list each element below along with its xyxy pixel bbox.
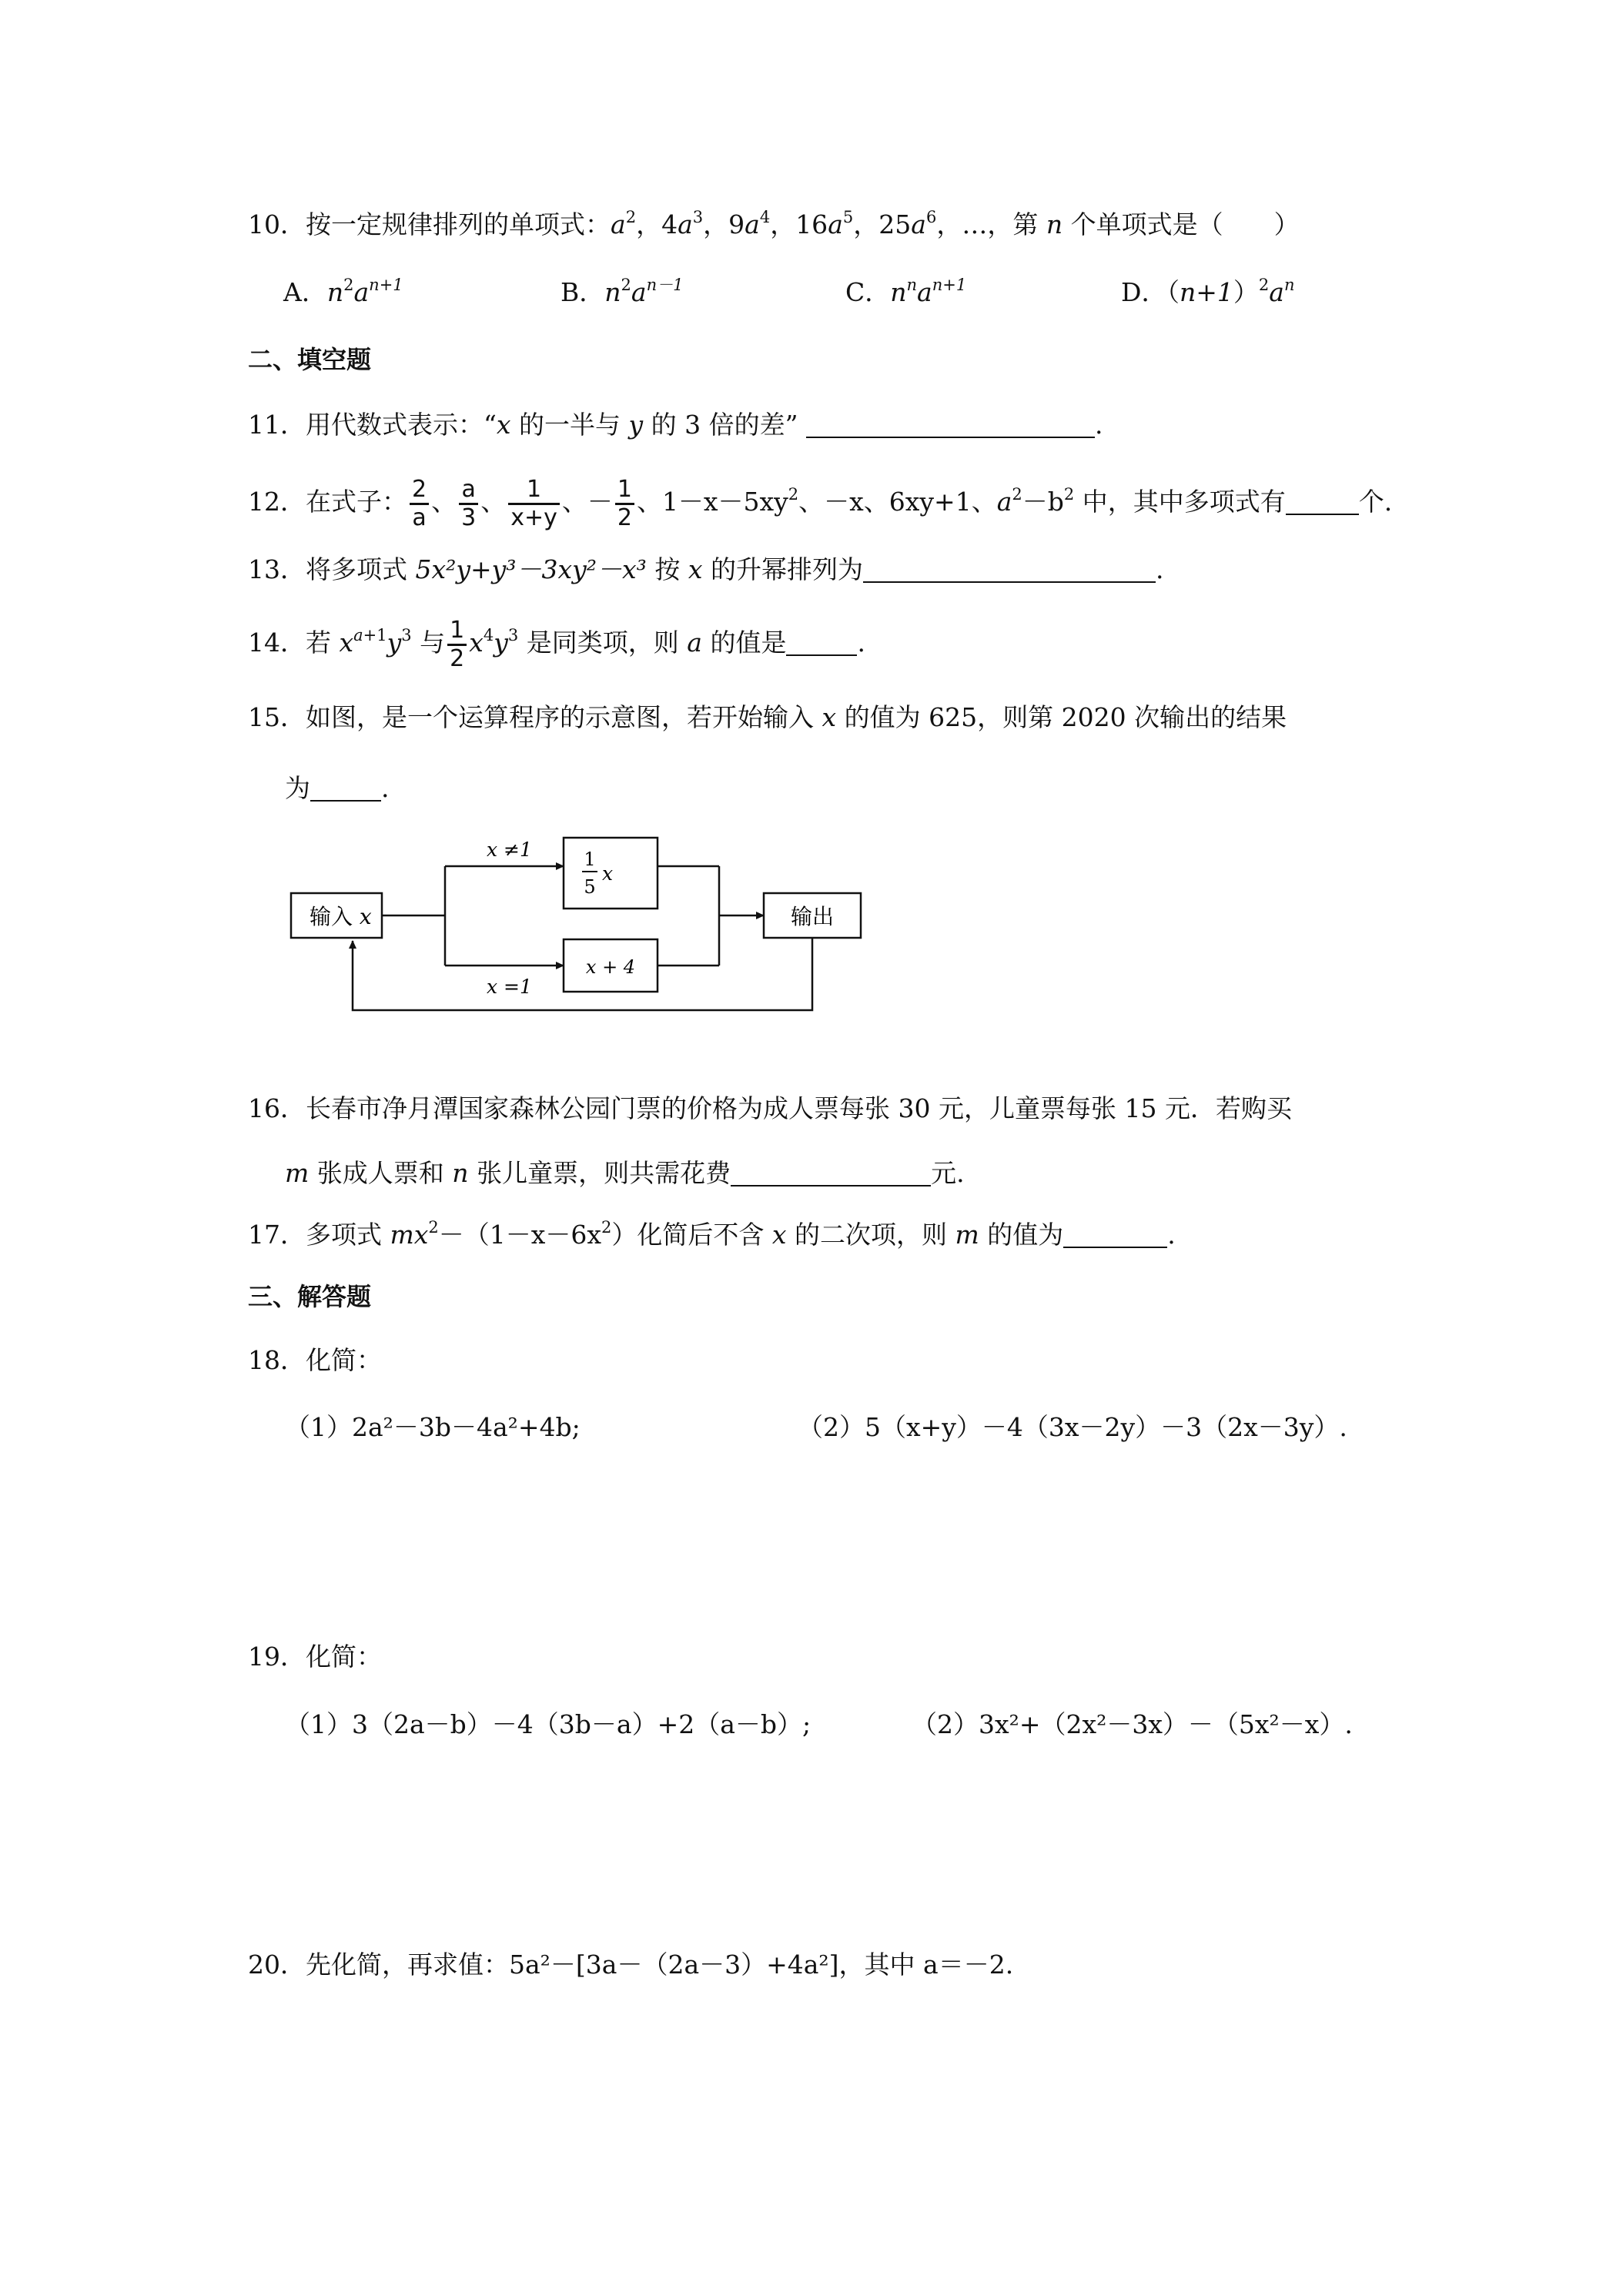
section-heading-solutions: 三、解答题 [248, 1282, 372, 1311]
output-label: 输出 [790, 904, 835, 929]
condition-top: x ≠1 [487, 838, 532, 861]
question-19: 19．化简： [248, 1642, 382, 1672]
operation-flowchart [285, 832, 870, 1016]
variable-x: x [602, 862, 614, 885]
input-label: 输入 x [310, 904, 372, 929]
answer-blank[interactable] [1063, 1220, 1167, 1248]
option-c[interactable]: C．$n^na^{n+1}$ [845, 276, 967, 307]
fraction: $\frac{a}{3}$ [459, 477, 478, 531]
question-18-part-2: （2）5（x+y）－4（3x－2y）－3（2x－3y）. [798, 1412, 1347, 1442]
question-18: 18．化简： [248, 1345, 382, 1375]
fraction: $\frac{1}{x+y}$ [508, 477, 560, 531]
question-20: 20．先化简，再求值：5a²－[3a－（2a－3）+4a²]，其中 a＝－2. [248, 1950, 1014, 1980]
question-15: 15．如图，是一个运算程序的示意图，若开始输入 x 的值为 625，则第 2020 次输出的结果 [248, 702, 1287, 732]
answer-blank[interactable] [1286, 487, 1359, 515]
answer-blank[interactable] [786, 628, 857, 656]
fraction: $\frac{1}{2}$ [447, 618, 467, 672]
box-bottom-label: x + 4 [585, 956, 636, 978]
question-15-line2: 为 . [285, 773, 390, 803]
question-19-part-2: （2）3x²+（2x²－3x）－（5x²－x）. [912, 1709, 1353, 1739]
section-heading-fill-blank: 二、填空题 [248, 345, 372, 374]
question-13: 13．将多项式 5x²y+y³－3xy²－x³ 按 x 的升幂排列为 . [248, 554, 1164, 584]
question-10: 10．按一定规律排列的单项式：$a^2$，$4a^3$，$9a^4$，$16a^5$，$25a^6$，…，第 n 个单项式是（ ） [248, 208, 1300, 239]
question-11: 11．用代数式表示：“x 的一半与 y 的 3 倍的差” . [248, 410, 1103, 440]
fraction-numerator: 1 [584, 848, 596, 870]
question-17: 17．多项式 $mx^2-(1-x-6x^2)$化简后不含 x 的二次项，则 m 的值为 . [248, 1218, 1176, 1250]
question-19-part-1: （1）3（2a－b）－4（3b－a）+2（a－b）; [285, 1709, 812, 1739]
condition-bottom: x =1 [487, 976, 532, 998]
question-16-line2: m 张成人票和 n 张儿童票，则共需花费 元. [285, 1158, 965, 1188]
answer-blank[interactable] [731, 1159, 931, 1186]
question-12: 12．在式子： $\frac{2}{a}$ 、 $\frac{a}{3}$ 、 $\frac{1}{x+y}$ 、－ $\frac{1}{2}$ 、$1-x-5xy^2$、－x、6xy+1、$a^2-b^2$ 中，其中多项式有 个. [248, 475, 1393, 531]
answer-blank[interactable] [863, 555, 1156, 583]
answer-blank[interactable] [806, 410, 1095, 438]
fraction-denominator: 5 [584, 876, 596, 898]
question-18-part-1: （1）2a²－3b－4a²+4b; [285, 1412, 581, 1442]
answer-blank[interactable] [310, 774, 381, 802]
option-b[interactable]: B．$n^2a^{n-1}$ [561, 276, 684, 307]
fraction: $\frac{1}{2}$ [615, 477, 634, 531]
option-d[interactable]: D．$(n+1)^2a^n$ [1121, 276, 1295, 307]
fraction: $\frac{2}{a}$ [410, 477, 429, 531]
option-a[interactable]: A．$n^2a^{n+1}$ [283, 276, 403, 307]
question-16: 16．长春市净月潭国家森林公园门票的价格为成人票每张 30 元，儿童票每张 15 元．若购买 [248, 1093, 1292, 1123]
question-14: 14．若 $x^{a+1}y^3$ 与 $\frac{1}{2}$ $x^4y^3$ 是同类项，则 a 的值是 . [248, 616, 865, 672]
